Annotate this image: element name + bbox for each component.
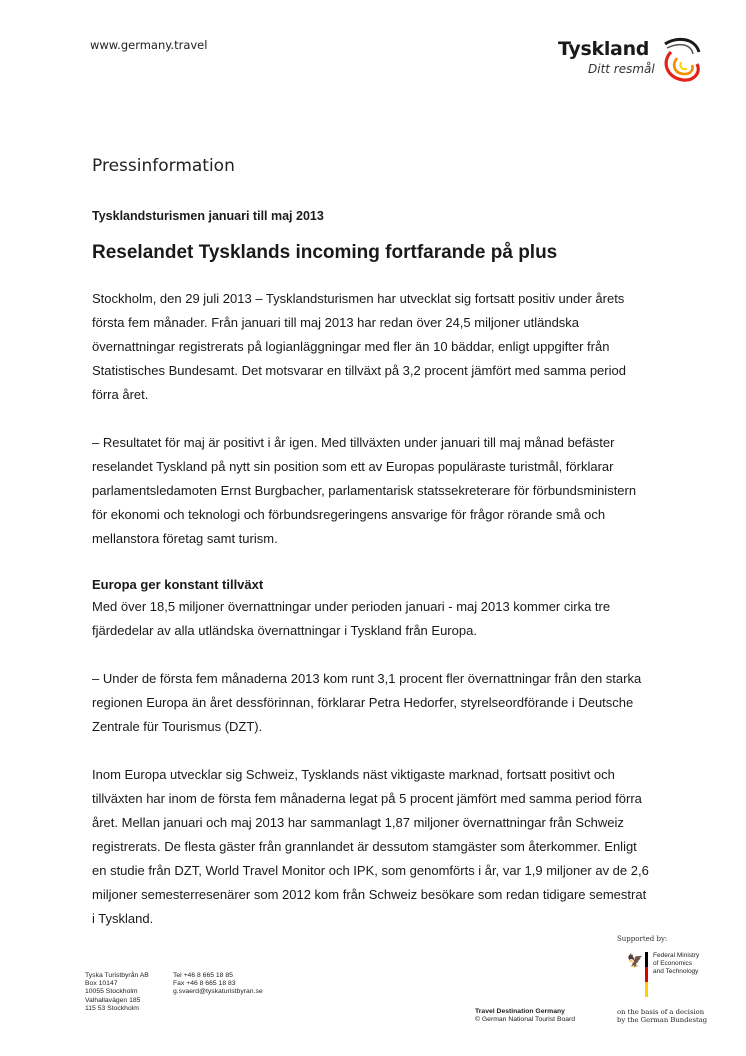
document-type-label: Pressinformation	[92, 156, 235, 176]
email-link[interactable]: g.svaerd@tyskaturistbyran.se	[173, 988, 263, 996]
ministry-logo	[625, 950, 735, 998]
logo-subtitle: Ditt resmål	[588, 62, 655, 76]
footer-address: Tyska Turistbyrån AB Box 10147 10055 Stockholm Valhallavägen 185 115 53 Stockholm	[85, 972, 149, 1012]
body-paragraph: Stockholm, den 29 juli 2013 – Tysklandsturismen har utvecklat sig fortsatt positiv under årets första fem månader. Från januari till maj 2013 har redan över 24,5 miljoner utländska övernattningar registrerats på logianläggningar med fler än 10 bäddar, enligt uppgifter från Statistisches Bundesamt. Det motsvarar en tillväxt på 3,2 procent jämfört med samma period förra året.	[92, 291, 626, 402]
logo-title: Tyskland	[558, 38, 650, 60]
ministry-name: Federal Ministry of Economics and Technology	[653, 952, 700, 975]
body-paragraph: Med över 18,5 miljoner övernattningar under perioden januari - maj 2013 kommer cirka tre fjärdedelar av alla utländska övernattningar i Tyskland från Europa.	[92, 599, 611, 638]
body-paragraph: Inom Europa utvecklar sig Schweiz, Tysklands näst viktigaste marknad, fortsatt positivt och tillväxten har inom de första fem månaderna legat på 5 procent jämfört med samma period förra året. Mellan januari och maj 2013 har sammanlagt 1,87 miljoner övernattningar från Schweiz registrerats. De flesta gäster från grannlandet är dessutom stamgäster som återkommer. Enligt en studie från DZT, World Travel Monitor och IPK, som genomförts i år, var 1,9 miljoner av de 2,6 miljoner semesterresenärer som 2012 kom från Schweiz besökare som redan tidigare semestrat i Tyskland.	[92, 767, 649, 926]
body-paragraph: – Resultatet för maj är positivt i år igen. Med tillväxten under januari till maj månad befäster reselandet Tyskland på nytt sin position som ett av Europas populäraste turistmål, förklarar parlamentsledamoten Ernst Burgbacher, parlamentarisk statssekreterare för förbundsministern för ekonomi och teknologi och förbundsregeringens ansvarige för frågor rörande små och mellanstora företag samt turism.	[92, 435, 637, 546]
federal-eagle-icon: 🦅	[627, 953, 644, 968]
press-headline: Reselandet Tysklands incoming fortfarande på plus	[92, 242, 558, 263]
footer-contact: Tel +46 8 665 18 85 Fax +46 8 665 18 83 g.svaerd@tyskaturistbyran.se	[173, 972, 263, 996]
footer-basis: on the basis of a decision by the German Bundestag	[617, 1008, 708, 1025]
tyskland-logo	[552, 28, 702, 88]
logo-swirl-icon	[657, 34, 703, 86]
body-paragraph: – Under de första fem månaderna 2013 kom runt 3,1 procent fler övernattningar från den starka regionen Europa än året dessförinnan, förklarar Petra Hedorfer, styrelseordförande i Deutsche Zentrale für Tourismus (DZT).	[92, 671, 642, 734]
footer-tdg: Travel Destination Germany © German National Tourist Board	[475, 1008, 576, 1024]
section-heading: Europa ger konstant tillväxt	[92, 577, 264, 592]
supported-by-label: Supported by:	[617, 935, 668, 943]
press-body	[92, 287, 652, 955]
german-flag-icon	[645, 952, 648, 998]
press-subtitle: Tysklandsturismen januari till maj 2013	[92, 209, 324, 223]
website-url: www.germany.travel	[90, 38, 208, 52]
